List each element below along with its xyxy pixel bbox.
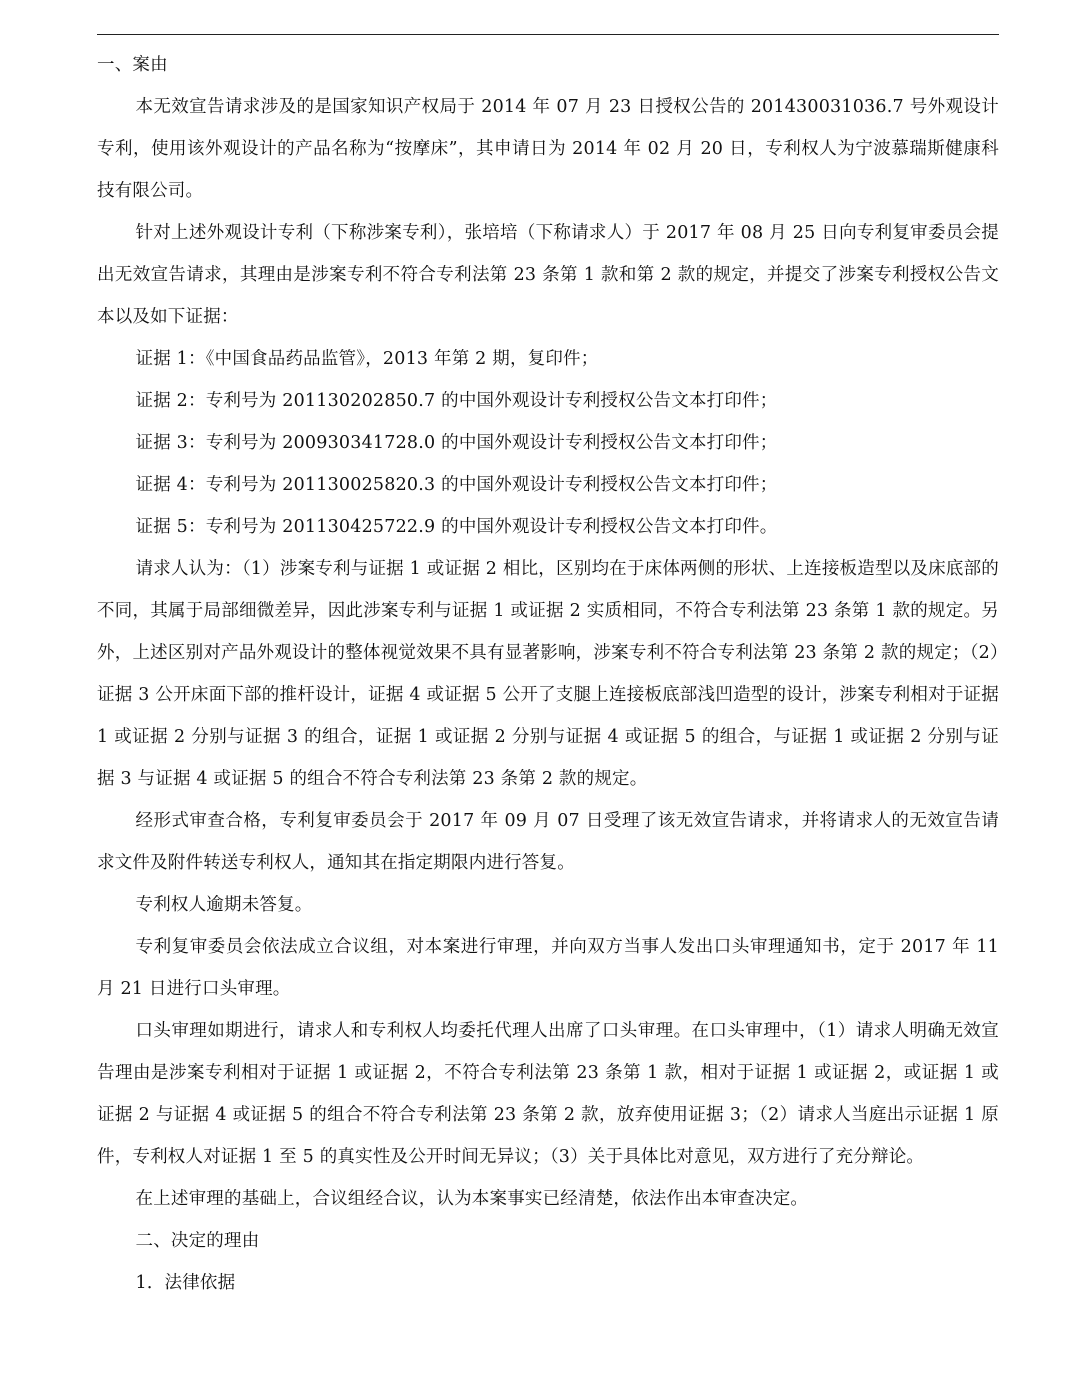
evidence-item-5: 证据 5：专利号为 201130425722.9 的中国外观设计专利授权公告文本打印件。 <box>135 517 778 537</box>
paragraph-patent-info: 本无效宣告请求涉及的是国家知识产权局于 2014 年 07 月 23 日授权公告的 201430031036.7 号外观设计专利，使用该外观设计的产品名称为“按摩床”，其申请日为 2014 年 02 月 20 日，专利权人为宁波慕瑞斯健康科技有限公司。 <box>97 97 999 201</box>
paragraph-formal-examination: 经形式审查合格，专利复审委员会于 2017 年 09 月 07 日受理了该无效宣告请求，并将请求人的无效宣告请求文件及附件转送专利权人，通知其在指定期限内进行答复。 <box>97 811 999 873</box>
evidence-item-3: 证据 3：专利号为 200930341728.0 的中国外观设计专利授权公告文本打印件； <box>135 433 778 453</box>
header-rule <box>97 34 999 35</box>
evidence-item-4: 证据 4：专利号为 201130025820.3 的中国外观设计专利授权公告文本打印件； <box>135 475 778 495</box>
evidence-item-1: 证据 1：《中国食品药品监管》，2013 年第 2 期，复印件； <box>135 349 599 369</box>
paragraph-requester-opinion: 请求人认为：（1）涉案专利与证据 1 或证据 2 相比，区别均在于床体两侧的形状、上连接板造型以及床底部的不同，其属于局部细微差异，因此涉案专利与证据 1 或证据 2 实质相同，不符合专利法第 23 条第 1 款的规定。另外，上述区别对产品外观设计的整体视觉效果不具有显著影响，涉案专利不符合专利法第 23 条第 2 款的规定；（2）证据 3 公开床面下部的推杆设计，证据 4 或证据 5 公开了支腿上连接板底部浅凹造型的设计，涉案专利相对于证据 1 或证据 2 分别与证据 3 的组合，证据 1 或证据 2 分别与证据 4 或证据 5 的组合，与证据 1 或证据 2 分别与证据 3 与证据 4 或证据 5 的组合不符合专利法第 23 条第 2 款的规定。 <box>97 559 999 789</box>
section-heading-reasons: 二、决定的理由 <box>135 1231 260 1251</box>
paragraph-decision-basis: 在上述审理的基础上，合议组经合议，认为本案事实已经清楚，依法作出本审查决定。 <box>135 1189 809 1209</box>
paragraph-request-filed: 针对上述外观设计专利（下称涉案专利），张培培（下称请求人）于 2017 年 08 月 25 日向专利复审委员会提出无效宣告请求，其理由是涉案专利不符合专利法第 23 条第 1 款和第 2 款的规定，并提交了涉案专利授权公告文本以及如下证据： <box>97 223 999 327</box>
document-body <box>97 44 999 1304</box>
section-heading-case-origin: 一、案由 <box>97 55 168 75</box>
paragraph-oral-hearing: 口头审理如期进行，请求人和专利权人均委托代理人出席了口头审理。在口头审理中，（1）请求人明确无效宣告理由是涉案专利相对于证据 1 或证据 2，不符合专利法第 23 条第 1 款，相对于证据 1 或证据 2，或证据 1 或证据 2 与证据 4 或证据 5 的组合不符合专利法第 23 条第 2 款，放弃使用证据 3；（2）请求人当庭出示证据 1 原件，专利权人对证据 1 至 5 的真实性及公开时间无异议；（3）关于具体比对意见，双方进行了充分辩论。 <box>97 1021 999 1167</box>
paragraph-no-reply: 专利权人逾期未答复。 <box>135 895 313 915</box>
evidence-item-2: 证据 2：专利号为 201130202850.7 的中国外观设计专利授权公告文本打印件； <box>135 391 778 411</box>
paragraph-panel-formed: 专利复审委员会依法成立合议组，对本案进行审理，并向双方当事人发出口头审理通知书，定于 2017 年 11 月 21 日进行口头审理。 <box>97 937 999 999</box>
subsection-heading-legal-basis: 1．法律依据 <box>135 1273 236 1293</box>
